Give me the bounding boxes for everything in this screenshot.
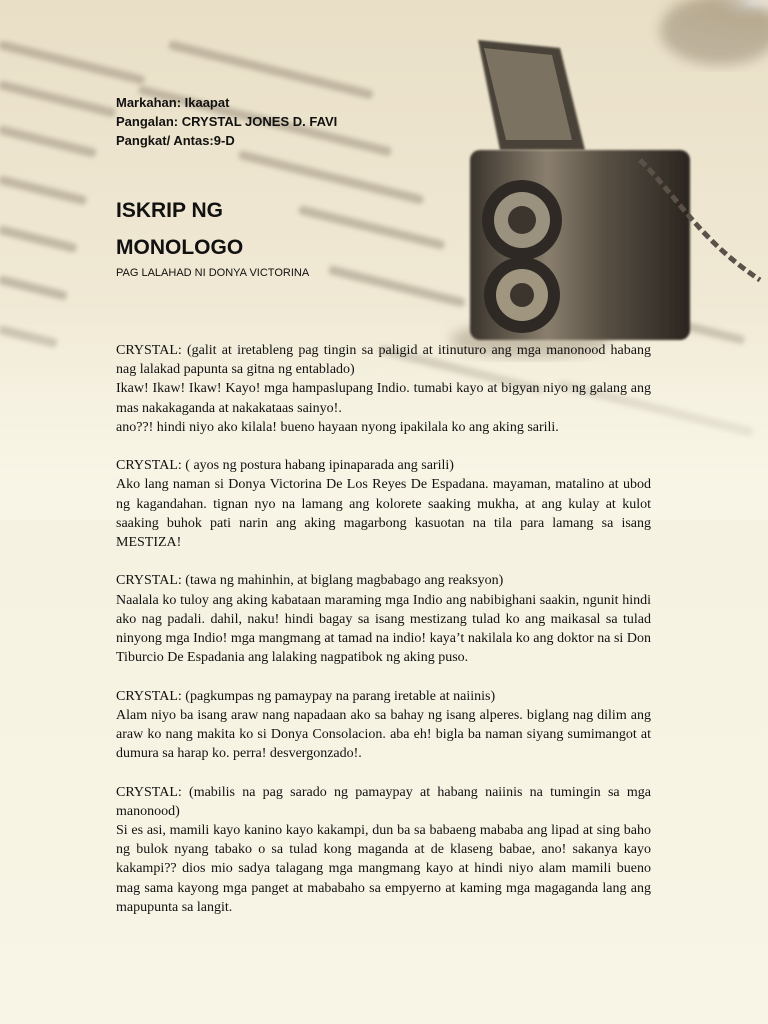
stage-direction: CRYSTAL: (pagkumpas ng pamaypay na parang iretable at naiinis)	[116, 688, 496, 704]
dialogue-line: ano??! hindi niyo ako kilala! bueno hayaan nyong ipakilala ko ang aking sarili.	[116, 419, 559, 435]
dialogue-line: Ako lang naman si Donya Victorina De Los Reyes De Espadana. mayaman, matalino at ubod ng kagandahan. tignan nyo na lamang ang kolorete saaking mukha, at ang kulay at kulot saaking buhok pati narin ang aking magarbong kasuotan na tila para lamang sa isang MESTIZA!	[116, 477, 651, 551]
stage-direction: CRYSTAL: (galit at iretableng pag tingin sa paligid at itinuturo ang mga manonood habang nag lalakad papunta sa gitna ng entablado)	[116, 343, 651, 378]
stage-direction: CRYSTAL: (mabilis na pag sarado ng pamaypay at habang naiinis na tumingin sa mga manonood)	[116, 784, 651, 819]
student-name: Pangalan: CRYSTAL JONES D. FAVI	[116, 114, 338, 129]
monologue-paragraph	[116, 456, 651, 552]
dialogue-line: Si es asi, mamili kayo kanino kayo kakampi, dun ba sa babaeng mababa ang lipad at sing baho ng bulok nyang tabako o sa tulad kong maganda at de klaseng babae, ano! sakanya kayo kakampi?? dios mio sadya talagang mga mangmang kayo at hindi niyo alam mamili bueno mag sama kayong mga panget at mababaho sa empyerno at kaming mga magaganda lang ang mapupunta sa langit.	[116, 823, 651, 915]
stage-direction: CRYSTAL: (tawa ng mahinhin, at biglang magbabago ang reaksyon)	[116, 573, 504, 589]
monologue-paragraph	[116, 783, 651, 917]
document-subtitle: PAG LALAHAD NI DONYA VICTORINA	[116, 267, 310, 279]
dialogue-line: Alam niyo ba isang araw nang napadaan ako sa bahay ng isang alperes. biglang nag dilim ang araw ko nang makita ko si Donya Consolacion. aba eh! bigla ba naman siyang sumimangot at dumura sa harap ko. perra! desvergonzado!.	[116, 707, 651, 762]
quarter-label: Markahan: Ikaapat	[116, 95, 230, 110]
monologue-body	[116, 341, 651, 936]
stage-direction: CRYSTAL: ( ayos ng postura habang ipinaparada ang sarili)	[116, 458, 454, 474]
dialogue-line: Naalala ko tuloy ang aking kabataan maraming mga Indio ang nabibighani saakin, ngunit hindi ako nag padali. dahil, naku! hindi bagay sa isang mestizang tulad ko ang maikasal sa tulad ninyong mga Indio! mga mangmang at tamad na indio! kaya’t nakilala ko ang doktor na si Don Tiburcio De Espadania ang lalaking nagpatibok ng aking puso.	[116, 592, 651, 666]
student-info	[116, 93, 337, 150]
monologue-paragraph	[116, 341, 651, 437]
monologue-paragraph	[116, 687, 651, 764]
dialogue-line: Ikaw! Ikaw! Ikaw! Kayo! mga hampaslupang Indio. tumabi kayo at bigyan niyo ng galang ang mas nakakaganda at nakakataas sainyo!.	[116, 381, 651, 416]
section-grade: Pangkat/ Antas:9-D	[116, 133, 235, 148]
document-title: ISKRIP NG MONOLOGO	[116, 199, 244, 259]
monologue-paragraph	[116, 571, 651, 667]
